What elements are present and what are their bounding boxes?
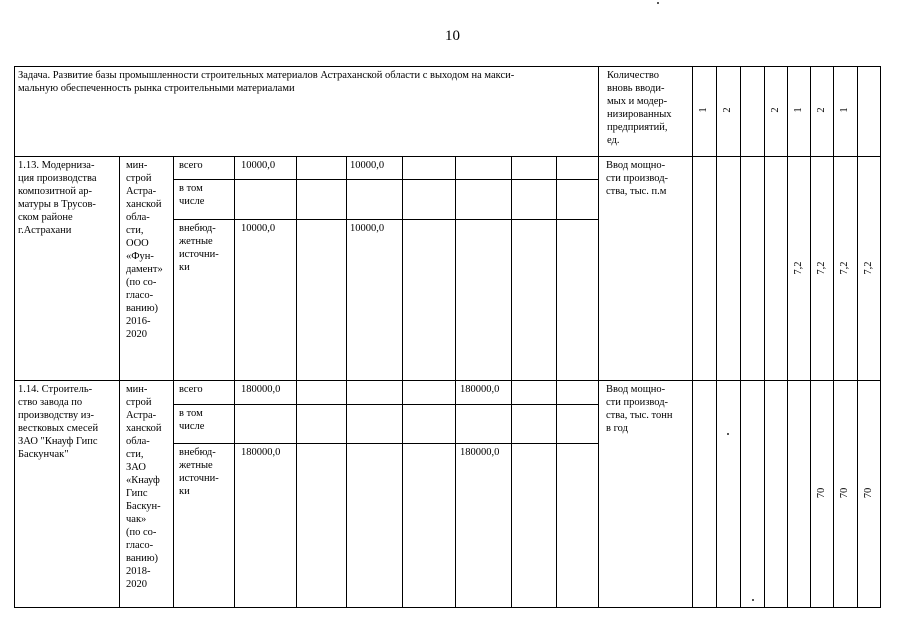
- column-divider: [740, 66, 741, 607]
- indicator-value: 7,2: [793, 261, 804, 275]
- source-extra-label: внебюд- жетные источни- ки: [179, 447, 219, 497]
- page-number: 10: [445, 28, 460, 44]
- column-divider: [346, 156, 347, 607]
- column-divider: [764, 66, 765, 607]
- column-divider: [833, 66, 834, 607]
- row-title: 1.14. Строитель- ство завода по производству из- вестковых смесей ЗАО "Кнауф Гипс Баскунчак": [18, 384, 99, 460]
- header-value: 1: [839, 107, 850, 113]
- extra-amount: 180000,0: [241, 447, 281, 458]
- column-divider: [234, 156, 235, 607]
- row-indicator: Ввод мощно- сти производ- ства, тыс. п.м: [606, 160, 669, 197]
- table-border-left: [14, 66, 15, 607]
- source-total-label: всего: [179, 160, 203, 171]
- column-divider: [173, 156, 174, 607]
- column-divider: [692, 66, 693, 607]
- column-divider: [556, 156, 557, 607]
- column-divider: [857, 66, 858, 607]
- extra-year-amount: 10000,0: [350, 223, 385, 234]
- row-divider: [14, 380, 881, 381]
- source-extra-label: внебюд- жетные источни- ки: [179, 223, 219, 273]
- indicator-value: 70: [863, 487, 874, 499]
- extra-amount: 10000,0: [241, 223, 276, 234]
- header-value: 1: [698, 107, 709, 113]
- header-value: 2: [722, 107, 733, 113]
- header-value: 1: [793, 107, 804, 113]
- table-border-top: [14, 66, 881, 67]
- row-indicator: Ввод мощно- сти производ- ства, тыс. тонн в год: [606, 384, 673, 434]
- scan-speck: [752, 599, 754, 601]
- indicator-header: Количество вновь вводи- мых и модер- низированных предприятий, ед.: [607, 70, 672, 146]
- row-executor: мин- строй Астра- ханской обла- сти, ЗАО «Кнауф Гипс Баскун- чак» (по со- гласо- ванию) 2018- 2020: [126, 384, 162, 590]
- indicator-value: 7,2: [839, 261, 850, 275]
- source-incl-label: в том числе: [179, 183, 205, 207]
- header-value: 2: [770, 107, 781, 113]
- scan-speck: [657, 2, 659, 4]
- task-header: Задача. Развитие базы промышленности строительных материалов Астраханской области с выходом на макси- мальную обеспеченность рынка строительными материалами: [18, 70, 515, 94]
- subrow-divider: [173, 179, 598, 180]
- column-divider: [455, 156, 456, 607]
- subrow-divider: [173, 219, 598, 220]
- row-title: 1.13. Модерниза- ция производства композитной ар- матуры в Трусов- ском районе г.Астрахани: [18, 160, 97, 236]
- table-border-right: [880, 66, 881, 607]
- indicator-value: 70: [839, 487, 850, 499]
- row-executor: мин- строй Астра- ханской обла- сти, ООО «Фун- дамент» (по со- гласо- ванию) 2016- 2020: [126, 160, 163, 340]
- column-divider: [511, 156, 512, 607]
- indicator-value: 7,2: [863, 261, 874, 275]
- total-year-amount: 180000,0: [460, 384, 500, 395]
- scan-speck: [727, 433, 729, 435]
- column-divider: [402, 156, 403, 607]
- subrow-divider: [173, 443, 598, 444]
- total-amount: 180000,0: [241, 384, 281, 395]
- column-divider: [598, 66, 599, 607]
- source-incl-label: в том числе: [179, 408, 205, 432]
- indicator-value: 70: [816, 487, 827, 499]
- table-border-bottom: [14, 607, 881, 608]
- indicator-value: 7,2: [816, 261, 827, 275]
- row-divider: [14, 156, 881, 157]
- column-divider: [787, 66, 788, 607]
- column-divider: [296, 156, 297, 607]
- subrow-divider: [173, 404, 598, 405]
- extra-year-amount: 180000,0: [460, 447, 500, 458]
- total-year-amount: 10000,0: [350, 160, 385, 171]
- column-divider: [810, 66, 811, 607]
- column-divider: [119, 156, 120, 607]
- source-total-label: всего: [179, 384, 203, 395]
- total-amount: 10000,0: [241, 160, 276, 171]
- column-divider: [716, 66, 717, 607]
- header-value: 2: [816, 107, 827, 113]
